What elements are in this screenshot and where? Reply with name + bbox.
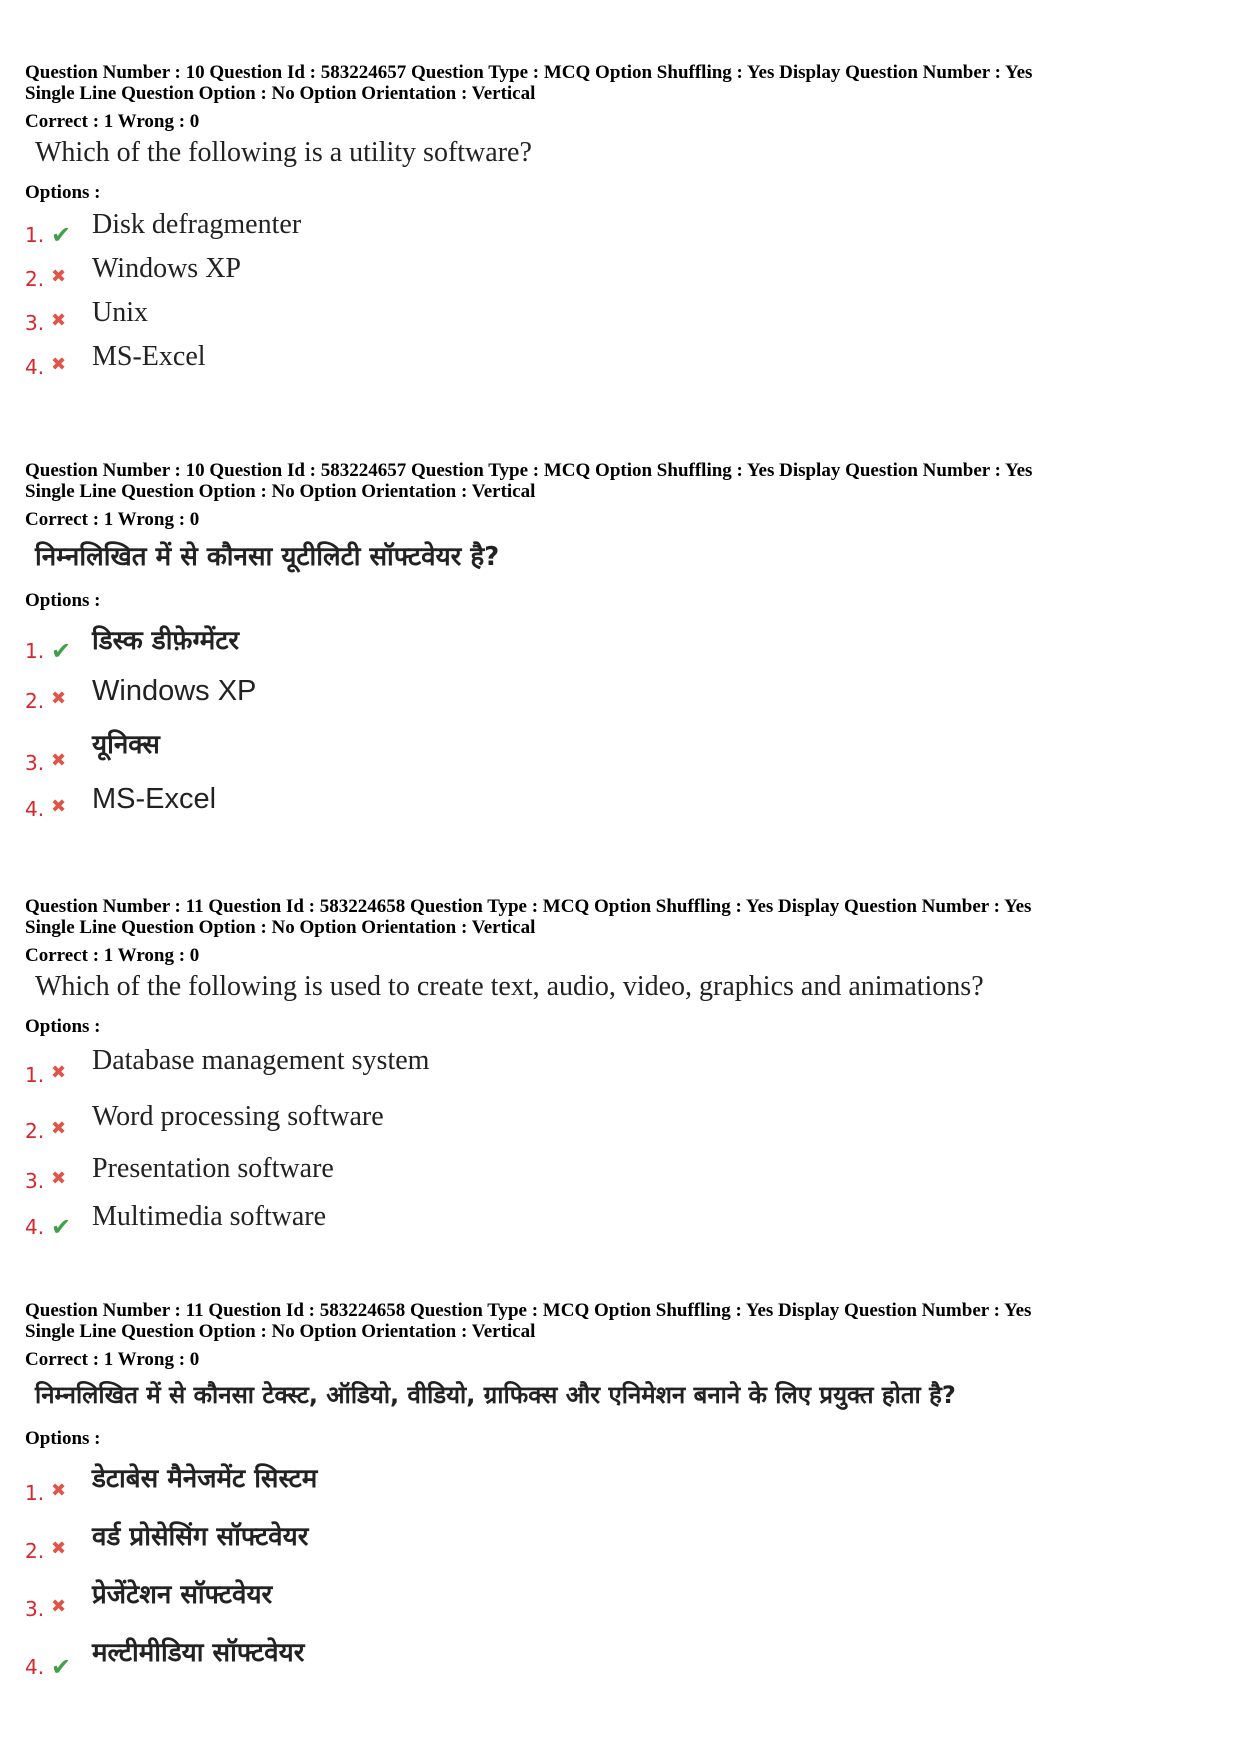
cross-icon: ✖	[51, 266, 67, 287]
option-text: Word processing software	[92, 1101, 384, 1132]
option-item	[25, 249, 1225, 293]
option-number: 3.	[25, 751, 45, 775]
option-text: वर्ड प्रोसेसिंग सॉफ्टवेयर	[92, 1522, 309, 1552]
option-item	[25, 1195, 1225, 1241]
option-text: Database management system	[92, 1045, 430, 1076]
question-block	[25, 896, 1225, 1241]
option-number: 3.	[25, 1597, 45, 1621]
option-number: 2.	[25, 1539, 45, 1563]
score-line: Correct : 1 Wrong : 0	[25, 509, 200, 530]
option-number: 3.	[25, 1169, 45, 1193]
option-item	[25, 1507, 1225, 1565]
option-number: 1.	[25, 639, 45, 663]
cross-icon: ✖	[51, 750, 67, 771]
option-text: Multimedia software	[92, 1201, 327, 1232]
question-meta-line: Single Line Question Option : No Option Orientation : Vertical	[25, 481, 536, 502]
option-item	[25, 715, 1225, 777]
cross-icon: ✖	[51, 688, 67, 709]
option-number: 1.	[25, 223, 45, 247]
option-item	[25, 1089, 1225, 1145]
options-label: Options :	[25, 590, 101, 611]
option-item	[25, 611, 1225, 665]
option-item	[25, 1037, 1225, 1089]
score-line: Correct : 1 Wrong : 0	[25, 111, 200, 132]
option-number: 2.	[25, 267, 45, 291]
option-text: यूनिक्स	[92, 730, 160, 760]
options-label: Options :	[25, 1428, 101, 1449]
option-item	[25, 337, 1225, 381]
question-text: निम्नलिखित में से कौनसा टेक्स्ट, ऑडियो, वीडियो, ग्राफिक्स और एनिमेशन बनाने के लिए प्रयुक्त होता है?	[35, 1381, 956, 1409]
option-number: 3.	[25, 311, 45, 335]
option-text: Disk defragmenter	[92, 209, 302, 240]
option-text: Presentation software	[92, 1153, 334, 1184]
option-text: Windows XP	[92, 253, 241, 284]
option-item	[25, 1565, 1225, 1623]
question-meta-line: Single Line Question Option : No Option Orientation : Vertical	[25, 1321, 536, 1342]
option-item	[25, 1449, 1225, 1507]
option-text: प्रेजेंटेशन सॉफ्टवेयर	[92, 1580, 273, 1610]
option-text: Windows XP	[92, 675, 257, 707]
cross-icon: ✖	[51, 796, 67, 817]
option-number: 4.	[25, 797, 45, 821]
score-line: Correct : 1 Wrong : 0	[25, 1349, 200, 1370]
check-icon: ✔	[51, 1213, 72, 1241]
question-block	[25, 62, 1225, 381]
question-block	[25, 460, 1225, 823]
question-meta-line: Question Number : 11 Question Id : 583224658 Question Type : MCQ Option Shuffling : Yes Display Question Number : Yes	[25, 896, 1032, 917]
option-item	[25, 1145, 1225, 1195]
option-text: Unix	[92, 297, 148, 328]
check-icon: ✔	[51, 1653, 72, 1681]
cross-icon: ✖	[51, 1538, 67, 1559]
option-number: 4.	[25, 1655, 45, 1679]
option-item	[25, 203, 1225, 249]
option-text: MS-Excel	[92, 341, 206, 372]
check-icon: ✔	[51, 221, 72, 249]
option-number: 4.	[25, 355, 45, 379]
cross-icon: ✖	[51, 310, 67, 331]
question-block	[25, 1300, 1225, 1681]
option-number: 2.	[25, 689, 45, 713]
question-meta-line: Single Line Question Option : No Option Orientation : Vertical	[25, 917, 536, 938]
option-text: मल्टीमीडिया सॉफ्टवेयर	[92, 1638, 305, 1668]
option-text: MS-Excel	[92, 783, 217, 815]
options-label: Options :	[25, 182, 101, 203]
score-line: Correct : 1 Wrong : 0	[25, 945, 200, 966]
question-meta-line: Question Number : 10 Question Id : 583224657 Question Type : MCQ Option Shuffling : Yes Display Question Number : Yes	[25, 62, 1033, 83]
cross-icon: ✖	[51, 1062, 67, 1083]
option-item	[25, 777, 1225, 823]
check-icon: ✔	[51, 637, 72, 665]
cross-icon: ✖	[51, 1118, 67, 1139]
question-meta-line: Single Line Question Option : No Option Orientation : Vertical	[25, 83, 536, 104]
option-number: 1.	[25, 1481, 45, 1505]
option-number: 1.	[25, 1063, 45, 1087]
cross-icon: ✖	[51, 1480, 67, 1501]
cross-icon: ✖	[51, 354, 67, 375]
option-item	[25, 665, 1225, 715]
option-number: 2.	[25, 1119, 45, 1143]
question-meta-line: Question Number : 11 Question Id : 583224658 Question Type : MCQ Option Shuffling : Yes Display Question Number : Yes	[25, 1300, 1032, 1321]
question-meta-line: Question Number : 10 Question Id : 583224657 Question Type : MCQ Option Shuffling : Yes Display Question Number : Yes	[25, 460, 1033, 481]
option-number: 4.	[25, 1215, 45, 1239]
question-text: Which of the following is a utility software?	[35, 137, 532, 168]
cross-icon: ✖	[51, 1168, 67, 1189]
option-item	[25, 293, 1225, 337]
option-item	[25, 1623, 1225, 1681]
cross-icon: ✖	[51, 1596, 67, 1617]
question-text: Which of the following is used to create text, audio, video, graphics and animations?	[35, 971, 984, 1002]
option-text: डिस्क डीफ़ेग्मेंटर	[92, 626, 240, 656]
options-label: Options :	[25, 1016, 101, 1037]
question-text: निम्नलिखित में से कौनसा यूटीलिटी सॉफ्टवेयर है?	[35, 542, 500, 572]
option-text: डेटाबेस मैनेजमेंट सिस्टम	[92, 1464, 318, 1494]
